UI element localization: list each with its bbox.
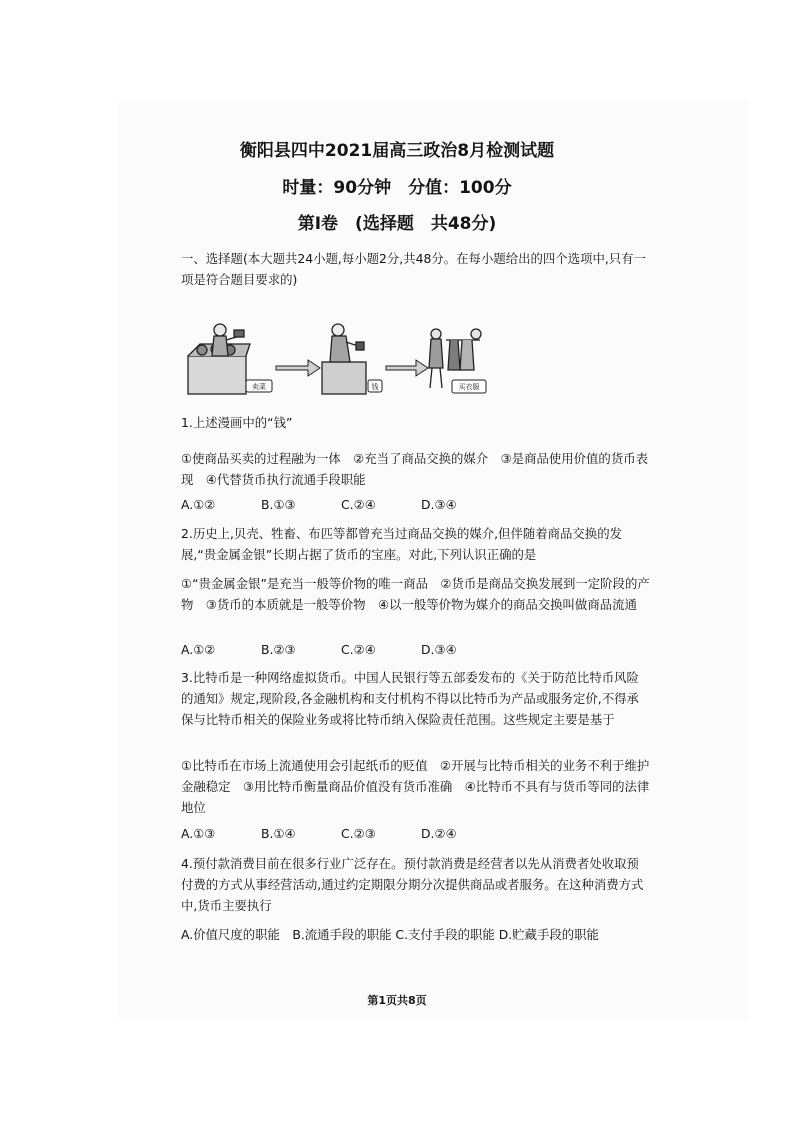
question-1-options: [181, 497, 501, 512]
option-c: C.②④: [341, 497, 376, 512]
exam-title: 衡阳县四中2021届高三政治8月检测试题: [239, 141, 555, 161]
option-b: B.①③: [261, 497, 296, 512]
question-3-options: [181, 826, 501, 841]
money-holder-figure: [322, 324, 366, 394]
money-label: 钱: [371, 383, 379, 391]
vegetable-seller-figure: [188, 324, 250, 394]
question-1-stem: 1.上述漫画中的“钱”: [181, 415, 293, 430]
buy-clothes-label: 买衣服: [458, 383, 480, 391]
question-2-stem: 2.历史上,贝壳、牲畜、布匹等都曾充当过商品交换的媒介,但伴随着商品交换的发展,“贵金属金银”长期占据了货币的宝座。对此,下列认识正确的是: [181, 526, 622, 562]
option-d: D.③④: [421, 497, 457, 512]
arrow-right-icon: [386, 360, 428, 376]
question-4-stem: 4.预付款消费目前在很多行业广泛存在。预付款消费是经营者以先从消费者处收取预付费的方式从事经营活动,通过约定期限分期分次提供商品或者服务。在这种消费方式中,货币主要执行: [181, 856, 644, 913]
section-title: 第Ⅰ卷 (选择题 共48分): [297, 214, 497, 234]
arrow-right-icon: [276, 360, 320, 376]
money-label-tag: [368, 380, 382, 392]
sell-label: 卖菜: [252, 383, 266, 391]
option-d: D.②④: [421, 826, 457, 841]
question-2-options: [181, 642, 501, 657]
sell-label-tag: [246, 380, 272, 392]
exam-time-score: 时量：90分钟 分值：100分: [282, 178, 512, 198]
instructions: 一、选择题(本大题共24小题,每小题2分,共48分。在每小题给出的四个选项中,只有一项是符合题目要求的): [181, 251, 646, 287]
clothes-buyer-figure: [429, 329, 481, 388]
option-b: B.①④: [261, 826, 296, 841]
buy-clothes-label-tag: [452, 380, 486, 393]
option-a: A.①②: [181, 642, 216, 657]
question-3-stem: 3.比特币是一种网络虚拟货币。中国人民银行等五部委发布的《关于防范比特币风险的通知》规定,现阶段,各金融机构和支付机构不得以比特币为产品或服务定价,不得承保与比特币相关的保险业务或将比特币纳入保险责任范围。这些规定主要是基于: [181, 670, 639, 727]
money-cartoon-illustration: [180, 322, 492, 402]
option-c: C.②④: [341, 642, 376, 657]
option-a: A.①③: [181, 826, 216, 841]
question-1-statements: ①使商品买卖的过程融为一体 ②充当了商品交换的媒介 ③是商品使用价值的货币表现 ④代替货币执行流通手段职能: [181, 451, 648, 487]
option-c: C.②③: [341, 826, 376, 841]
question-3-statements: ①比特币在市场上流通使用会引起纸币的贬值 ②开展与比特币相关的业务不利于维护金融稳定 ③用比特币衡量商品价值没有货币准确 ④比特币不具有与货币等同的法律地位: [181, 758, 650, 815]
option-d: D.③④: [421, 642, 457, 657]
option-a: A.①②: [181, 497, 216, 512]
option-b: B.②③: [261, 642, 296, 657]
question-4-options: A.价值尺度的职能 B.流通手段的职能 C.支付手段的职能 D.贮藏手段的职能: [181, 927, 599, 942]
question-2-statements: ①“贵金属金银”是充当一般等价物的唯一商品 ②货币是商品交换发展到一定阶段的产物 ③货币的本质就是一般等价物 ④以一般等价物为媒介的商品交换叫做商品流通: [181, 576, 650, 612]
page-number: 第1页共8页: [367, 994, 427, 1007]
